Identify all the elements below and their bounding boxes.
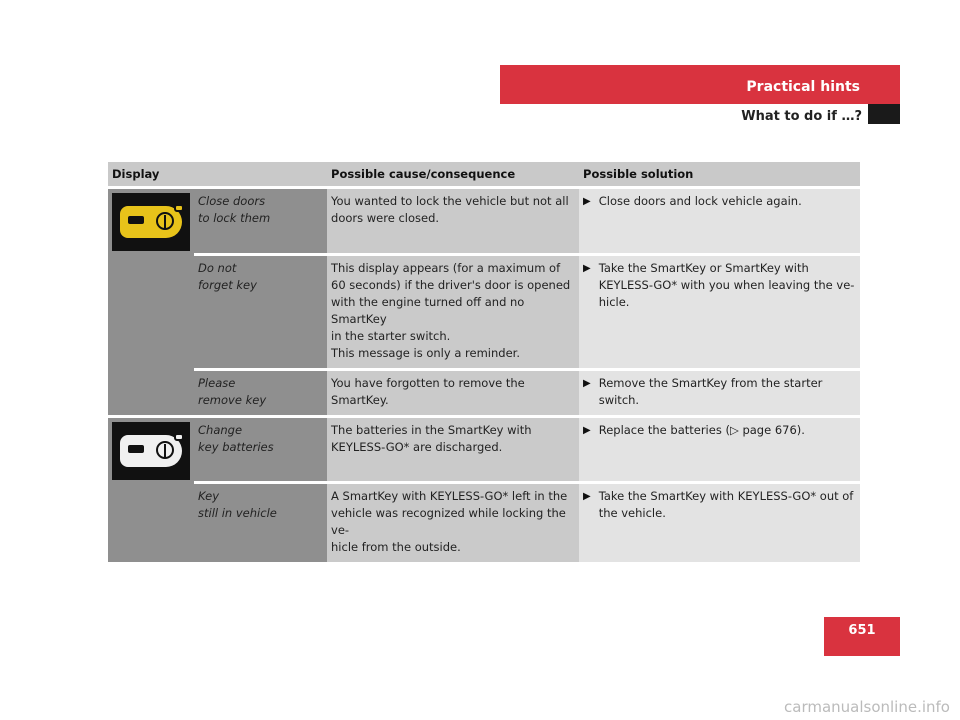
section-title: Practical hints — [746, 79, 860, 95]
display-icon-cell — [108, 188, 194, 417]
cause-text: A SmartKey with KEYLESS-GO* left in the vehicle was recognized while locking the ve- hicle from the outside. — [327, 483, 579, 563]
cause-text: The batteries in the SmartKey with KEYLESS-GO* are discharged. — [327, 417, 579, 483]
troubleshooting-table — [108, 162, 860, 562]
cause-text: You have forgotten to remove the SmartKey. — [327, 370, 579, 417]
display-message: Close doors to lock them — [194, 188, 327, 255]
cause-text: This display appears (for a maximum of 60 seconds) if the driver's door is opened with the engine turned off and no SmartKey in the starter switch. This message is only a reminder. — [327, 255, 579, 370]
display-message: Key still in vehicle — [194, 483, 327, 563]
table-row — [108, 417, 860, 483]
column-header-cause: Possible cause/consequence — [327, 162, 579, 188]
smartkey-yellow-icon — [112, 193, 190, 251]
page-number: 651 — [824, 617, 900, 656]
table-header-row — [108, 162, 860, 188]
footer-watermark: carmanualsonline.info — [784, 698, 950, 716]
bullet-arrow-icon: ▶ — [583, 491, 591, 502]
display-message: Change key batteries — [194, 417, 327, 483]
page-subtitle: What to do if …? — [741, 109, 862, 124]
bullet-arrow-icon: ▶ — [583, 425, 591, 436]
table-row — [108, 370, 860, 417]
table-row — [108, 483, 860, 563]
display-icon-cell — [108, 417, 194, 563]
cause-text: You wanted to lock the vehicle but not all doors were closed. — [327, 188, 579, 255]
solution-text: ▶ Remove the SmartKey from the starter switch. — [579, 370, 860, 417]
column-header-solution: Possible solution — [579, 162, 860, 188]
solution-text: ▶ Replace the batteries (▷ page 676). — [579, 417, 860, 483]
display-message: Do not forget key — [194, 255, 327, 370]
bullet-arrow-icon: ▶ — [583, 378, 591, 389]
table-row — [108, 255, 860, 370]
column-header-display: Display — [108, 162, 327, 188]
solution-text: ▶ Take the SmartKey with KEYLESS-GO* out of the vehicle. — [579, 483, 860, 563]
table-row — [108, 188, 860, 255]
solution-text: ▶ Close doors and lock vehicle again. — [579, 188, 860, 255]
display-message: Please remove key — [194, 370, 327, 417]
header-marker — [868, 104, 900, 124]
bullet-arrow-icon: ▶ — [583, 263, 591, 274]
bullet-arrow-icon: ▶ — [583, 196, 591, 207]
solution-text: ▶ Take the SmartKey or SmartKey with KEYLESS-GO* with you when leaving the ve- hicle. — [579, 255, 860, 370]
smartkey-white-icon — [112, 422, 190, 480]
